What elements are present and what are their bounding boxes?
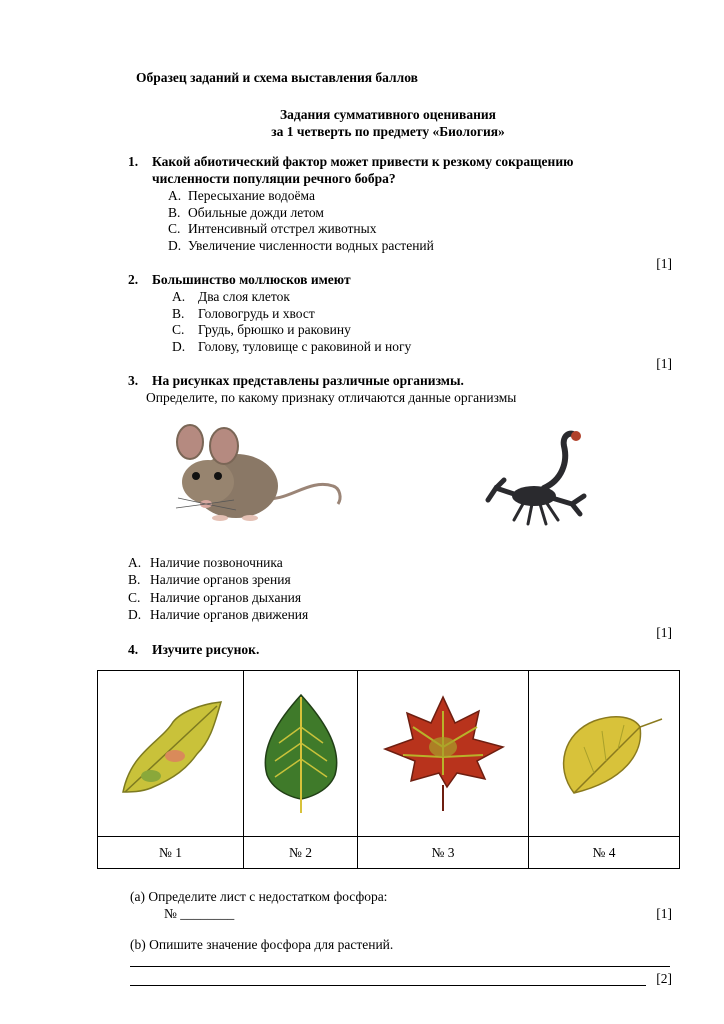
- option-text: Интенсивный отстрел животных: [188, 221, 377, 236]
- q4-score-b: [2]: [656, 971, 672, 986]
- option-text: Наличие позвоночника: [150, 555, 283, 570]
- option-text: Головогрудь и хвост: [198, 306, 315, 321]
- option-text: Наличие органов дыхания: [150, 590, 302, 605]
- q1-number: 1.: [128, 154, 139, 169]
- leaf-label-4: № 4: [529, 837, 680, 869]
- leaf-label-3: № 3: [358, 837, 529, 869]
- q3-subtext: Определите, по какому признаку отличаются данные организмы: [146, 390, 517, 405]
- document-title: Образец заданий и схема выставления баллов: [136, 70, 418, 85]
- option-text: Грудь, брюшко и раковину: [198, 322, 351, 337]
- q2-option-b[interactable]: [172, 306, 315, 322]
- option-letter: B.: [128, 572, 141, 587]
- option-letter: A.: [168, 188, 182, 203]
- leaf-cell-2: [244, 671, 358, 837]
- option-letter: D.: [172, 339, 186, 354]
- q2-text: Большинство моллюсков имеют: [152, 272, 351, 287]
- q1-option-c[interactable]: [168, 221, 376, 237]
- leaf-cell-1: [98, 671, 244, 837]
- leaf-2-image: [251, 687, 351, 817]
- q4-number: 4.: [128, 642, 139, 657]
- assessment-title: Задания суммативного оценивания: [280, 107, 496, 122]
- option-text: Наличие органов зрения: [150, 572, 291, 587]
- option-letter: C.: [128, 590, 141, 605]
- q4-score-a: [1]: [656, 906, 672, 921]
- option-text: Пересыхание водоёма: [188, 188, 315, 203]
- q4-part-b: (b) Опишите значение фосфора для растений.: [130, 937, 394, 952]
- answer-line-1[interactable]: [130, 966, 670, 967]
- q1-text-line-2: численности популяции речного бобра?: [152, 171, 396, 186]
- scorpion-image: [484, 428, 596, 538]
- option-text: Увеличение численности водных растений: [188, 238, 434, 253]
- q3-option-b[interactable]: [128, 572, 291, 588]
- q3-text: На рисунках представлены различные организмы.: [152, 373, 464, 388]
- option-letter: C.: [172, 322, 185, 337]
- q3-option-c[interactable]: [128, 590, 301, 606]
- option-letter: B.: [172, 306, 185, 321]
- option-text: Два слоя клеток: [198, 289, 290, 304]
- option-letter: A.: [128, 555, 142, 570]
- q2-option-a[interactable]: [172, 289, 290, 305]
- leaf-label-2: № 2: [244, 837, 358, 869]
- option-letter: B.: [168, 205, 181, 220]
- q1-option-b[interactable]: [168, 205, 324, 221]
- leaves-table: [97, 670, 680, 869]
- option-letter: D.: [128, 607, 142, 622]
- q3-option-a[interactable]: [128, 555, 283, 571]
- option-letter: A.: [172, 289, 186, 304]
- q2-option-d[interactable]: [172, 339, 411, 355]
- option-text: Обильные дожди летом: [188, 205, 324, 220]
- q2-option-c[interactable]: [172, 322, 351, 338]
- q2-number: 2.: [128, 272, 139, 287]
- q2-score: [1]: [656, 356, 672, 371]
- q3-option-d[interactable]: [128, 607, 308, 623]
- q4-part-a: (a) Определите лист с недостатком фосфора:: [130, 889, 388, 904]
- q1-score: [1]: [656, 256, 672, 271]
- leaf-1-image: [111, 692, 231, 812]
- q3-score: [1]: [656, 625, 672, 640]
- leaf-4-image: [544, 697, 664, 807]
- mouse-image: [168, 418, 348, 530]
- q4-part-a-answer-field[interactable]: № ________: [164, 906, 235, 921]
- option-letter: C.: [168, 221, 181, 236]
- q1-option-a[interactable]: [168, 188, 315, 204]
- leaf-label-1: № 1: [98, 837, 244, 869]
- q3-number: 3.: [128, 373, 139, 388]
- option-text: Наличие органов движения: [150, 607, 309, 622]
- q1-option-d[interactable]: [168, 238, 434, 254]
- leaf-cell-3: [358, 671, 529, 837]
- q4-text: Изучите рисунок.: [152, 642, 260, 657]
- option-letter: D.: [168, 238, 182, 253]
- leaf-3-image: [373, 687, 513, 817]
- answer-line-2[interactable]: [130, 985, 646, 986]
- assessment-subject: за 1 четверть по предмету «Биология»: [271, 124, 505, 139]
- option-text: Голову, туловище с раковиной и ногу: [198, 339, 412, 354]
- leaf-cell-4: [529, 671, 680, 837]
- q1-text-line-1: Какой абиотический фактор может привести к резкому сокращению: [152, 154, 574, 169]
